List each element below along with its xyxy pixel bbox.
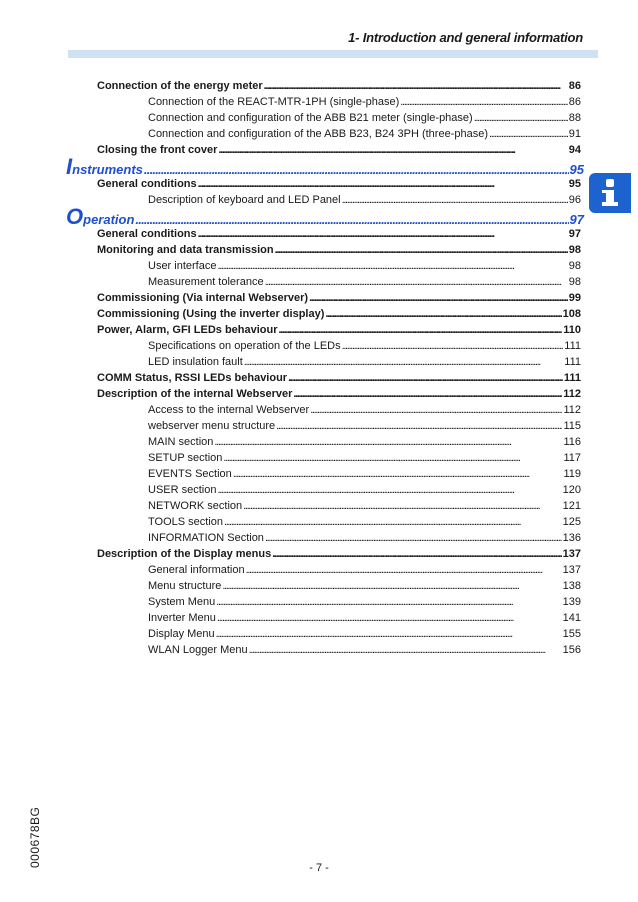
toc-page-number: 117 (563, 452, 581, 464)
toc-entry-title: webserver menu structure (148, 420, 276, 432)
leader-dots (265, 532, 562, 544)
toc-subsection[interactable] (148, 576, 581, 592)
toc-section[interactable] (97, 174, 581, 190)
toc-page-number: 86 (568, 96, 581, 108)
toc-entry-title: Closing the front cover (97, 144, 218, 156)
toc-entry-title: Access to the internal Webserver (148, 404, 310, 416)
leader-dots (216, 628, 562, 640)
leader-dots (244, 356, 563, 368)
leader-dots (489, 128, 568, 140)
leader-dots (474, 112, 568, 124)
toc-page-number: 111 (564, 340, 581, 352)
toc-subsection[interactable] (148, 124, 581, 140)
toc-subsection[interactable] (148, 528, 581, 544)
toc-page-number: 139 (562, 596, 581, 608)
leader-dots (224, 516, 562, 528)
leader-dots (218, 144, 567, 156)
toc-entry-title: User interface (148, 260, 217, 272)
toc-section[interactable] (97, 544, 581, 560)
toc-page-number: 136 (562, 532, 581, 544)
toc-page-number: 98 (568, 276, 581, 288)
toc-subsection[interactable] (148, 448, 581, 464)
leader-dots (272, 548, 561, 560)
toc-entry-title: Power, Alarm, GFI LEDs behaviour (97, 324, 278, 336)
toc-entry-title: Connection of the energy meter (97, 80, 263, 92)
toc-subsection[interactable] (148, 592, 581, 608)
toc-entry-title: Connection and configuration of the ABB B21 meter (single-phase) (148, 112, 473, 124)
toc-page-number: 111 (563, 372, 581, 384)
leader-dots (217, 260, 567, 272)
toc-entry-title: Inverter Menu (148, 612, 216, 624)
toc-entry-title: SETUP section (148, 452, 223, 464)
leader-dots (293, 388, 562, 400)
toc-entry-title: Measurement tolerance (148, 276, 264, 288)
leader-dots (342, 194, 568, 206)
toc-page-number: 116 (563, 436, 581, 448)
toc-entry-title: Description of keyboard and LED Panel (148, 194, 341, 206)
leader-dots (246, 564, 562, 576)
toc-page-number: 115 (563, 420, 581, 432)
leader-dots (217, 484, 561, 496)
toc-entry-title: Monitoring and data transmission (97, 244, 274, 256)
leader-dots (275, 244, 568, 256)
toc-page-number: 138 (562, 580, 581, 592)
toc-entry-title: INFORMATION Section (148, 532, 264, 544)
toc-page-number: 155 (562, 628, 581, 640)
toc-subsection[interactable] (148, 92, 581, 108)
toc-entry-title: NETWORK section (148, 500, 243, 512)
toc-page-number: 112 (563, 404, 581, 416)
toc-page-number: 111 (564, 356, 581, 368)
leader-dots (223, 452, 562, 464)
toc-section[interactable] (97, 224, 581, 240)
toc-page-number: 137 (562, 564, 581, 576)
header-rule (68, 50, 598, 58)
toc-subsection[interactable] (148, 352, 581, 368)
leader-dots (342, 340, 564, 352)
leader-dots (265, 276, 568, 288)
toc-entry-title: General conditions (97, 178, 197, 190)
leader-dots (214, 436, 562, 448)
toc-subsection[interactable] (148, 272, 581, 288)
toc-entry-title: COMM Status, RSSI LEDs behaviour (97, 372, 288, 384)
toc-subsection[interactable] (148, 608, 581, 624)
info-icon (598, 178, 622, 208)
leader-dots (309, 292, 568, 304)
toc-entry-title: System Menu (148, 596, 216, 608)
toc-entry-title: Description of the Display menus (97, 548, 272, 560)
toc-page-number: 141 (562, 612, 581, 624)
toc-subsection[interactable] (148, 512, 581, 528)
toc-section[interactable] (97, 320, 581, 336)
toc-page-number: 99 (568, 292, 581, 304)
toc-section[interactable] (97, 140, 581, 156)
leader-dots (216, 596, 561, 608)
toc-entry-title: Operation (66, 204, 135, 229)
toc-entry-title: Display Menu (148, 628, 215, 640)
toc-subsection[interactable] (148, 640, 581, 656)
toc-entry-title: Menu structure (148, 580, 222, 592)
toc-entry-title: Connection of the REACT-MTR-1PH (single-phase) (148, 96, 400, 108)
toc-entry-title: Connection and configuration of the ABB B23, B24 3PH (three-phase) (148, 128, 488, 140)
toc-entry-title: Specifications on operation of the LEDs (148, 340, 341, 352)
leader-dots (264, 80, 568, 92)
leader-dots (243, 500, 562, 512)
toc-section[interactable] (97, 76, 581, 92)
toc-entry-title: EVENTS Section (148, 468, 232, 480)
toc-page-number: 88 (568, 112, 581, 124)
toc-entry-title: General information (148, 564, 245, 576)
toc-section[interactable] (97, 368, 581, 384)
toc-page-number: 96 (568, 194, 581, 206)
chapter-title: 1- Introduction and general information (348, 30, 583, 45)
toc-page-number: 119 (563, 468, 581, 480)
toc-page-number: 137 (562, 548, 581, 560)
page-number: - 7 - (309, 862, 329, 874)
leader-dots (217, 612, 562, 624)
toc-subsection[interactable] (148, 190, 581, 206)
toc-subsection[interactable] (148, 336, 581, 352)
toc-entry-title: USER section (148, 484, 217, 496)
toc-page-number: 112 (563, 388, 581, 400)
leader-dots (276, 420, 562, 432)
document-code: 000678BG (28, 806, 42, 868)
toc-entry-title: Description of the internal Webserver (97, 388, 293, 400)
toc-page-number: 125 (562, 516, 581, 528)
toc-subsection[interactable] (148, 256, 581, 272)
toc-subsection[interactable] (148, 416, 581, 432)
toc-subsection[interactable] (148, 432, 581, 448)
toc-subsection[interactable] (148, 480, 581, 496)
leader-dots (310, 404, 562, 416)
toc-subsection[interactable] (148, 108, 581, 124)
leader-dots (198, 178, 568, 190)
toc-page-number: 97 (569, 212, 584, 227)
leader-dots (222, 580, 561, 592)
toc-subsection[interactable] (148, 464, 581, 480)
toc-entry-title: TOOLS section (148, 516, 223, 528)
toc-page-number: 97 (568, 228, 581, 240)
toc-page-number: 121 (562, 500, 581, 512)
toc-entry-title: LED insulation fault (148, 356, 243, 368)
toc-page-number: 98 (568, 244, 581, 256)
toc-subsection[interactable] (148, 496, 581, 512)
toc-subsection[interactable] (148, 624, 581, 640)
leader-dots (279, 324, 563, 336)
toc-section[interactable] (97, 288, 581, 304)
toc-page-number: 94 (568, 144, 581, 156)
toc-page-number: 108 (562, 308, 581, 320)
toc-subsection[interactable] (148, 560, 581, 576)
leader-dots (325, 308, 561, 320)
toc-entry-title: WLAN Logger Menu (148, 644, 248, 656)
toc-section[interactable] (97, 304, 581, 320)
leader-dots (400, 96, 567, 108)
toc-page-number: 98 (568, 260, 581, 272)
toc-entry-title: Commissioning (Via internal Webserver) (97, 292, 309, 304)
toc-page-number: 86 (568, 80, 581, 92)
toc-page-number: 120 (562, 484, 581, 496)
toc-section[interactable] (97, 384, 581, 400)
toc-page-number: 156 (562, 644, 581, 656)
toc-page-number: 91 (568, 128, 581, 140)
toc-entry-title: Instruments (66, 154, 143, 179)
toc-subsection[interactable] (148, 400, 581, 416)
leader-dots (233, 468, 563, 480)
toc-section[interactable] (97, 240, 581, 256)
leader-dots (249, 644, 562, 656)
toc-entry-title: General conditions (97, 228, 197, 240)
toc-page-number: 95 (568, 178, 581, 190)
toc-page-number: 95 (569, 162, 584, 177)
toc-entry-title: MAIN section (148, 436, 214, 448)
toc-entry-title: Commissioning (Using the inverter display) (97, 308, 325, 320)
info-tab (589, 173, 631, 213)
leader-dots (198, 228, 568, 240)
toc-page-number: 110 (563, 324, 581, 336)
leader-dots (288, 372, 563, 384)
